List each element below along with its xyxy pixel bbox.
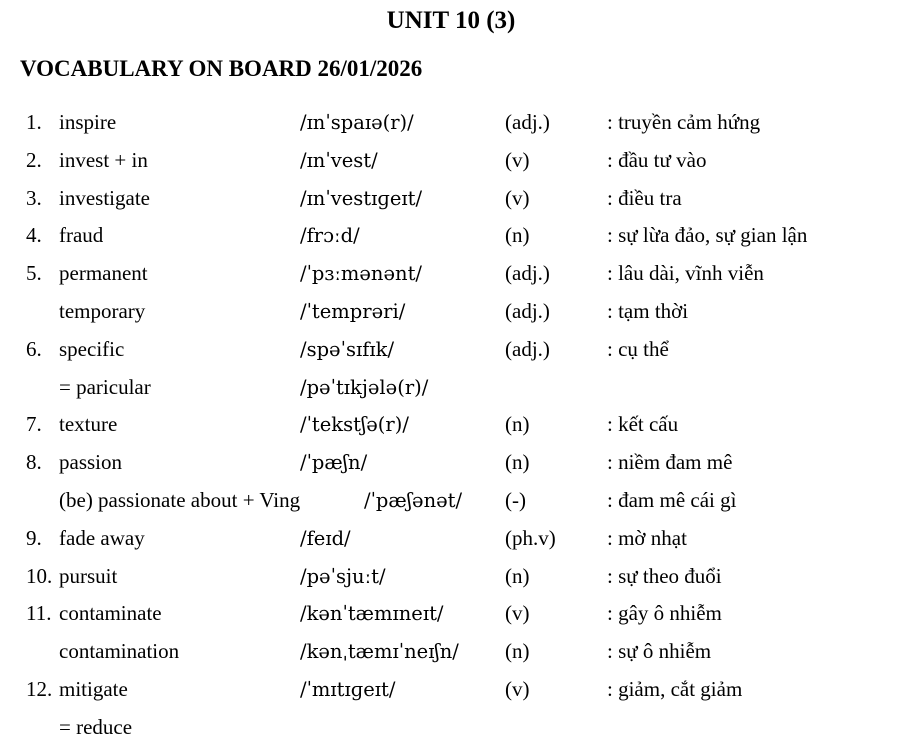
vocab-meaning: : gây ô nhiễm bbox=[607, 601, 722, 626]
vocabulary-heading: VOCABULARY ON BOARD 26/01/2026 bbox=[20, 56, 423, 81]
vocab-part-of-speech: (adj.) bbox=[505, 336, 550, 361]
vocab-row bbox=[0, 255, 902, 293]
vocab-meaning: : cụ thể bbox=[607, 336, 669, 361]
item-number: 4. bbox=[26, 223, 42, 248]
vocab-meaning: : giảm, cắt giảm bbox=[607, 676, 743, 701]
vocab-row bbox=[0, 104, 902, 142]
vocab-pronunciation: /spəˈsɪfɪk/ bbox=[300, 337, 395, 361]
vocab-row bbox=[0, 217, 902, 255]
vocab-part-of-speech: (ph.v) bbox=[505, 525, 556, 550]
vocab-row bbox=[0, 633, 902, 671]
item-number: 5. bbox=[26, 261, 42, 286]
vocab-part-of-speech: (v) bbox=[505, 185, 530, 210]
vocab-word: investigate bbox=[59, 185, 150, 210]
vocab-part-of-speech: (n) bbox=[505, 450, 530, 475]
item-number: 10. bbox=[26, 563, 53, 588]
vocab-pronunciation: /ˈpæʃənət/ bbox=[364, 488, 463, 512]
vocab-meaning: : đam mê cái gì bbox=[607, 487, 737, 512]
vocab-part-of-speech: (adj.) bbox=[505, 261, 550, 286]
vocab-meaning: : truyền cảm hứng bbox=[607, 110, 761, 134]
vocab-meaning: : tạm thời bbox=[607, 298, 689, 323]
vocab-word: specific bbox=[59, 336, 125, 361]
vocab-meaning: : điều tra bbox=[607, 185, 682, 210]
vocabulary-list bbox=[0, 104, 902, 747]
item-number: 12. bbox=[26, 676, 53, 701]
item-number: 8. bbox=[26, 450, 42, 475]
vocab-word: permanent bbox=[59, 261, 148, 286]
vocab-meaning: : đầu tư vào bbox=[607, 147, 707, 172]
vocab-word: (be) passionate about + Ving bbox=[59, 487, 301, 512]
vocab-pronunciation: /kənˈtæmɪneɪt/ bbox=[300, 602, 444, 626]
vocab-word: texture bbox=[59, 412, 118, 437]
vocab-part-of-speech: (v) bbox=[505, 147, 530, 172]
vocab-pronunciation: /ɪnˈspaɪə(r)/ bbox=[300, 111, 414, 134]
vocab-word: invest + in bbox=[59, 147, 148, 172]
vocab-meaning: : niềm đam mê bbox=[607, 450, 733, 475]
vocab-word: contaminate bbox=[59, 601, 162, 626]
vocab-word: fade away bbox=[59, 525, 145, 550]
item-number: 6. bbox=[26, 336, 42, 361]
vocab-word: pursuit bbox=[59, 563, 118, 588]
vocab-meaning: : sự lừa đảo, sự gian lận bbox=[607, 223, 808, 248]
vocab-pronunciation: /ˈtekstʃə(r)/ bbox=[300, 413, 409, 437]
vocab-pronunciation: /ɪnˈvestɪɡeɪt/ bbox=[300, 186, 423, 210]
item-number: 9. bbox=[26, 525, 42, 550]
vocab-pronunciation: /ˈpɜːmənənt/ bbox=[300, 262, 422, 286]
item-number: 3. bbox=[26, 185, 42, 210]
vocab-meaning: : kết cấu bbox=[607, 412, 679, 437]
vocab-row bbox=[0, 142, 902, 180]
vocab-part-of-speech: (-) bbox=[505, 487, 526, 512]
vocab-part-of-speech: (v) bbox=[505, 676, 530, 701]
vocab-pronunciation: /ˈmɪtɪɡeɪt/ bbox=[300, 677, 396, 701]
vocab-row bbox=[0, 293, 902, 331]
vocab-row bbox=[0, 520, 902, 558]
vocab-pronunciation: /ɪnˈvest/ bbox=[300, 148, 378, 172]
vocab-word: temporary bbox=[59, 298, 146, 323]
vocab-pronunciation: /kənˌtæmɪˈneɪʃn/ bbox=[300, 640, 459, 664]
vocab-word: = paricular bbox=[59, 374, 151, 399]
vocab-row bbox=[0, 671, 902, 709]
vocab-row bbox=[0, 444, 902, 482]
vocab-word: fraud bbox=[59, 223, 104, 248]
vocab-word: inspire bbox=[59, 110, 117, 134]
vocab-meaning: : lâu dài, vĩnh viễn bbox=[607, 261, 764, 286]
vocab-row bbox=[0, 406, 902, 444]
vocab-pronunciation: /ˈpæʃn/ bbox=[300, 451, 368, 475]
vocab-meaning: : sự theo đuổi bbox=[607, 563, 722, 588]
vocab-part-of-speech: (v) bbox=[505, 601, 530, 626]
vocab-pronunciation: /feɪd/ bbox=[300, 526, 351, 550]
vocab-row bbox=[0, 369, 902, 407]
vocab-meaning: : sự ô nhiễm bbox=[607, 639, 712, 664]
vocab-part-of-speech: (n) bbox=[505, 639, 530, 664]
vocab-part-of-speech: (adj.) bbox=[505, 298, 550, 323]
vocab-row bbox=[0, 331, 902, 369]
vocab-part-of-speech: (n) bbox=[505, 223, 530, 248]
item-number: 7. bbox=[26, 412, 42, 437]
vocab-word: passion bbox=[59, 450, 122, 475]
vocab-pronunciation: /pəˈsjuːt/ bbox=[300, 564, 386, 588]
vocab-part-of-speech: (adj.) bbox=[505, 110, 550, 134]
vocab-pronunciation: /frɔːd/ bbox=[300, 224, 360, 248]
vocab-row bbox=[0, 709, 902, 747]
vocab-row bbox=[0, 482, 902, 520]
item-number: 2. bbox=[26, 147, 42, 172]
vocab-row bbox=[0, 595, 902, 633]
item-number: 1. bbox=[26, 110, 42, 134]
vocab-pronunciation: /ˈtemprəri/ bbox=[300, 299, 406, 323]
page-title: UNIT 10 (3) bbox=[386, 7, 516, 34]
vocab-word: contamination bbox=[59, 639, 180, 664]
vocab-row bbox=[0, 558, 902, 596]
vocab-pronunciation: /pəˈtɪkjələ(r)/ bbox=[300, 375, 429, 399]
vocab-row bbox=[0, 180, 902, 218]
vocab-word: mitigate bbox=[59, 676, 128, 701]
vocab-word: = reduce bbox=[59, 714, 133, 739]
item-number: 11. bbox=[26, 601, 52, 626]
vocab-meaning: : mờ nhạt bbox=[607, 525, 687, 550]
vocab-part-of-speech: (n) bbox=[505, 563, 530, 588]
vocab-part-of-speech: (n) bbox=[505, 412, 530, 437]
